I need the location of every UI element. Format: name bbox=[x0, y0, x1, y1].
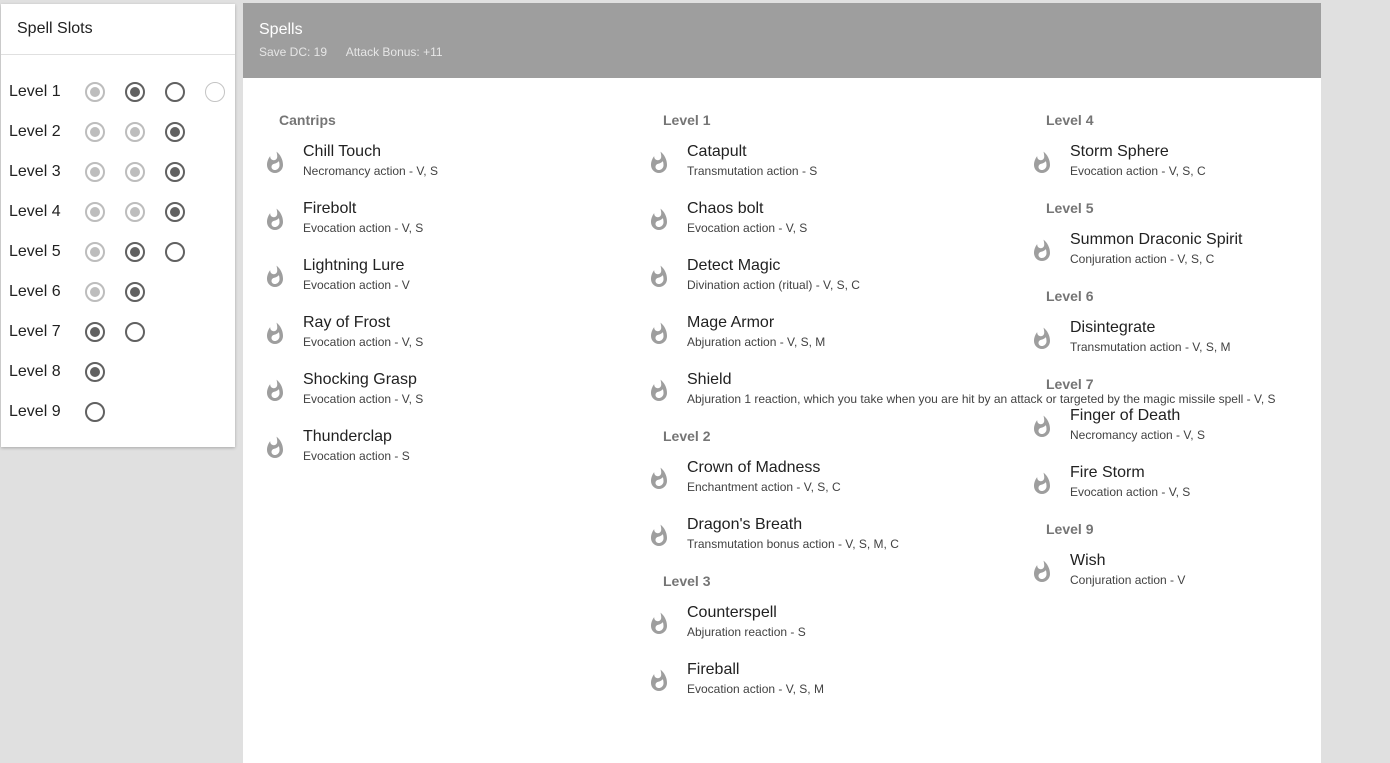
slot-row-level-3 bbox=[1, 152, 235, 192]
spell-name: Fireball bbox=[687, 661, 740, 678]
slot-radio-group bbox=[85, 232, 205, 272]
slot-radio-group bbox=[85, 352, 125, 392]
spells-title: Spells bbox=[259, 21, 303, 38]
spell-list-item[interactable] bbox=[1030, 137, 1390, 194]
spell-description: Evocation action - V, S, M bbox=[687, 682, 824, 696]
spell-name: Mage Armor bbox=[687, 314, 775, 331]
slot-level-label: Level 2 bbox=[9, 123, 61, 140]
spells-panel bbox=[243, 3, 1321, 763]
spell-list-item[interactable] bbox=[647, 655, 1007, 712]
spell-name: Thunderclap bbox=[303, 428, 392, 445]
spell-name: Counterspell bbox=[687, 604, 777, 621]
spell-list-item[interactable] bbox=[647, 453, 1007, 510]
spell-group-header: Level 1 bbox=[663, 112, 711, 128]
spell-name: Wish bbox=[1070, 552, 1106, 569]
spell-list-item[interactable] bbox=[1030, 546, 1390, 603]
spell-description: Abjuration action - V, S, M bbox=[687, 335, 826, 349]
slot-radio-2[interactable] bbox=[125, 162, 145, 182]
slot-radio-2[interactable] bbox=[125, 322, 145, 342]
spell-list-item[interactable] bbox=[647, 308, 1007, 365]
slot-radio-2[interactable] bbox=[125, 282, 145, 302]
spell-name: Ray of Frost bbox=[303, 314, 391, 331]
spell-column-3 bbox=[1030, 106, 1390, 603]
spell-name: Crown of Madness bbox=[687, 459, 821, 476]
fire-icon bbox=[647, 379, 671, 403]
spell-name: Disintegrate bbox=[1070, 319, 1156, 336]
slot-row-level-5 bbox=[1, 232, 235, 272]
spell-description: Conjuration action - V bbox=[1070, 573, 1186, 587]
spell-description: Transmutation action - V, S, M bbox=[1070, 340, 1231, 354]
slot-radio-group bbox=[85, 272, 165, 312]
spells-header bbox=[243, 3, 1321, 78]
slot-radio-2[interactable] bbox=[125, 202, 145, 222]
spell-description: Evocation action - V bbox=[303, 278, 410, 292]
spell-group-header: Level 2 bbox=[663, 428, 711, 444]
spell-list-item[interactable] bbox=[647, 194, 1007, 251]
slot-radio-group bbox=[85, 112, 205, 152]
slot-radio-1[interactable] bbox=[85, 122, 105, 142]
spell-name: Catapult bbox=[687, 143, 747, 160]
spell-description: Conjuration action - V, S, C bbox=[1070, 252, 1215, 266]
spell-name: Firebolt bbox=[303, 200, 357, 217]
spell-list-item[interactable] bbox=[647, 251, 1007, 308]
slot-radio-group bbox=[85, 192, 205, 232]
slot-row-level-2 bbox=[1, 112, 235, 152]
spell-name: Chill Touch bbox=[303, 143, 381, 160]
fire-icon bbox=[1030, 472, 1054, 496]
slot-radio-group bbox=[85, 152, 205, 192]
slot-level-label: Level 4 bbox=[9, 203, 61, 220]
slot-radio-1[interactable] bbox=[85, 202, 105, 222]
spell-list-item[interactable] bbox=[263, 194, 623, 251]
slot-row-level-4 bbox=[1, 192, 235, 232]
spell-list-item[interactable] bbox=[1030, 313, 1390, 370]
fire-icon bbox=[647, 612, 671, 636]
slot-radio-1[interactable] bbox=[85, 162, 105, 182]
spell-description: Evocation action - V, S, C bbox=[1070, 164, 1206, 178]
fire-icon bbox=[1030, 415, 1054, 439]
spell-list-item[interactable] bbox=[647, 598, 1007, 655]
spell-name: Detect Magic bbox=[687, 257, 781, 274]
slot-radio-1[interactable] bbox=[85, 242, 105, 262]
spell-name: Shield bbox=[687, 371, 732, 388]
spell-name: Fire Storm bbox=[1070, 464, 1145, 481]
spell-description: Abjuration reaction - S bbox=[687, 625, 806, 639]
spell-list-item[interactable] bbox=[647, 137, 1007, 194]
spell-description: Abjuration 1 reaction, which you take when you are hit by an attack or targeted by the magic missile spell - V, S bbox=[687, 392, 1276, 406]
spell-description: Divination action (ritual) - V, S, C bbox=[687, 278, 860, 292]
spell-name: Shocking Grasp bbox=[303, 371, 417, 388]
spell-list-item[interactable] bbox=[647, 510, 1007, 567]
slot-radio-3[interactable] bbox=[165, 162, 185, 182]
save-dc: Save DC: 19 bbox=[259, 45, 328, 59]
slot-row-level-8 bbox=[1, 352, 235, 392]
spell-description: Evocation action - V, S bbox=[687, 221, 808, 235]
spell-description: Transmutation bonus action - V, S, M, C bbox=[687, 537, 899, 551]
spell-columns bbox=[243, 78, 1321, 763]
spell-list-item[interactable] bbox=[1030, 225, 1390, 282]
spell-list-item[interactable] bbox=[263, 308, 623, 365]
spell-name: Summon Draconic Spirit bbox=[1070, 231, 1243, 248]
slot-level-label: Level 3 bbox=[9, 163, 61, 180]
slot-radio-group bbox=[85, 312, 165, 352]
attack-bonus: Attack Bonus: +11 bbox=[345, 45, 443, 59]
fire-icon bbox=[263, 379, 287, 403]
spell-column-1 bbox=[263, 106, 623, 479]
spell-name: Dragon's Breath bbox=[687, 516, 803, 533]
spell-group-header: Level 5 bbox=[1046, 200, 1094, 216]
fire-icon bbox=[263, 151, 287, 175]
slot-radio-2[interactable] bbox=[125, 122, 145, 142]
slot-radio-1[interactable] bbox=[85, 322, 105, 342]
fire-icon bbox=[263, 436, 287, 460]
slot-radio-4[interactable] bbox=[205, 82, 225, 102]
spell-description: Necromancy action - V, S bbox=[1070, 428, 1205, 442]
slot-row-level-1 bbox=[1, 72, 235, 112]
slot-level-label: Level 8 bbox=[9, 363, 61, 380]
spell-name: Storm Sphere bbox=[1070, 143, 1169, 160]
spell-description: Evocation action - S bbox=[303, 449, 410, 463]
slot-radio-1[interactable] bbox=[85, 282, 105, 302]
slot-row-level-9 bbox=[1, 392, 235, 432]
spell-group-header: Level 7 bbox=[1046, 376, 1094, 392]
spell-group-header: Level 6 bbox=[1046, 288, 1094, 304]
spell-list-item[interactable] bbox=[1030, 401, 1390, 458]
slot-radio-3[interactable] bbox=[165, 202, 185, 222]
fire-icon bbox=[263, 265, 287, 289]
spell-group-header: Level 3 bbox=[663, 573, 711, 589]
spell-description: Enchantment action - V, S, C bbox=[687, 480, 841, 494]
slot-row-level-6 bbox=[1, 272, 235, 312]
spell-slots-card bbox=[1, 4, 235, 447]
slot-level-label: Level 6 bbox=[9, 283, 61, 300]
spell-list-item[interactable] bbox=[263, 365, 623, 422]
spell-description: Evocation action - V, S bbox=[303, 221, 424, 235]
slot-row-level-7 bbox=[1, 312, 235, 352]
slot-radio-3[interactable] bbox=[165, 82, 185, 102]
spell-name: Finger of Death bbox=[1070, 407, 1181, 424]
slot-radio-group bbox=[85, 392, 125, 432]
slot-radio-group bbox=[85, 72, 245, 112]
spell-description: Evocation action - V, S bbox=[1070, 485, 1191, 499]
fire-icon bbox=[1030, 327, 1054, 351]
spell-name: Chaos bolt bbox=[687, 200, 764, 217]
fire-icon bbox=[647, 322, 671, 346]
slot-radio-3[interactable] bbox=[165, 242, 185, 262]
slot-level-label: Level 9 bbox=[9, 403, 61, 420]
fire-icon bbox=[647, 208, 671, 232]
spells-stats bbox=[259, 45, 459, 59]
spell-description: Evocation action - V, S bbox=[303, 392, 424, 406]
fire-icon bbox=[263, 208, 287, 232]
spell-group-header: Level 4 bbox=[1046, 112, 1094, 128]
fire-icon bbox=[647, 467, 671, 491]
spell-list-item[interactable] bbox=[263, 137, 623, 194]
slot-radio-1[interactable] bbox=[85, 402, 105, 422]
fire-icon bbox=[647, 524, 671, 548]
fire-icon bbox=[1030, 239, 1054, 263]
spell-list-item[interactable] bbox=[263, 251, 623, 308]
fire-icon bbox=[647, 669, 671, 693]
fire-icon bbox=[1030, 560, 1054, 584]
spell-name: Lightning Lure bbox=[303, 257, 405, 274]
slot-radio-2[interactable] bbox=[125, 242, 145, 262]
fire-icon bbox=[1030, 151, 1054, 175]
fire-icon bbox=[647, 151, 671, 175]
spell-description: Transmutation action - S bbox=[687, 164, 818, 178]
spell-slots-title: Spell Slots bbox=[1, 4, 235, 55]
slot-radio-1[interactable] bbox=[85, 362, 105, 382]
slot-level-label: Level 5 bbox=[9, 243, 61, 260]
slot-radio-3[interactable] bbox=[165, 122, 185, 142]
spell-slots-list bbox=[1, 55, 235, 432]
spell-list-item[interactable] bbox=[1030, 458, 1390, 515]
slot-radio-2[interactable] bbox=[125, 82, 145, 102]
spell-list-item[interactable] bbox=[263, 422, 623, 479]
fire-icon bbox=[263, 322, 287, 346]
spell-description: Necromancy action - V, S bbox=[303, 164, 438, 178]
slot-radio-1[interactable] bbox=[85, 82, 105, 102]
slot-level-label: Level 1 bbox=[9, 83, 61, 100]
spell-group-header: Level 9 bbox=[1046, 521, 1094, 537]
spell-group-header: Cantrips bbox=[279, 112, 336, 128]
spell-description: Evocation action - V, S bbox=[303, 335, 424, 349]
fire-icon bbox=[647, 265, 671, 289]
slot-level-label: Level 7 bbox=[9, 323, 61, 340]
